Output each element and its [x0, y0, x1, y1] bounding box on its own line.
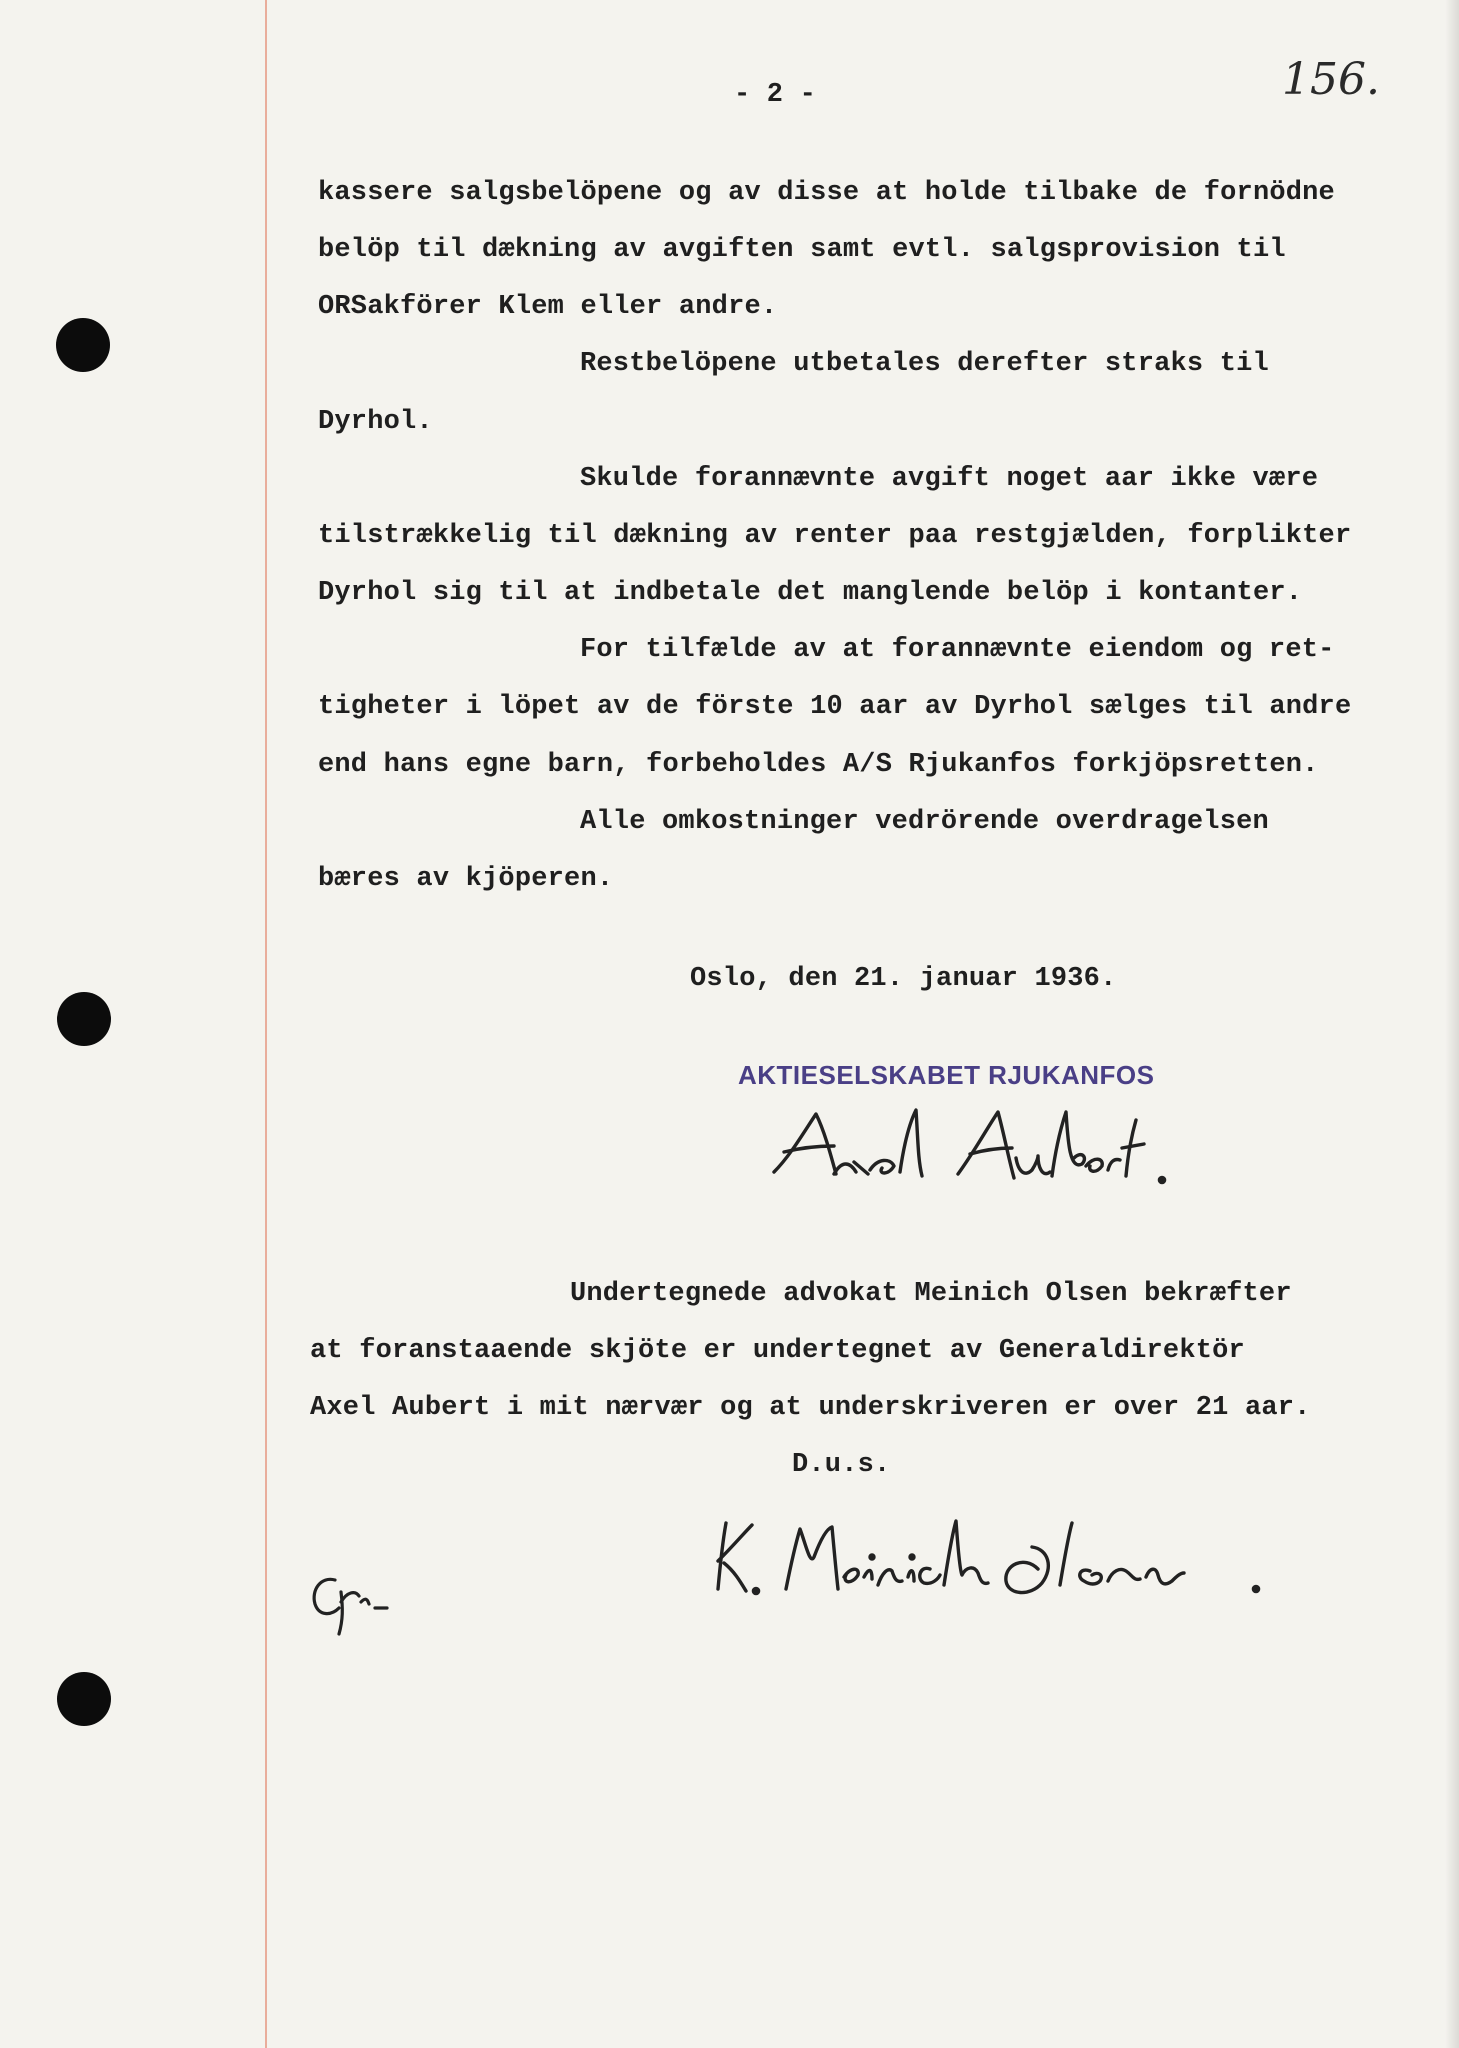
certification-line: Undertegnede advokat Meinich Olsen bekræfter [570, 1279, 1292, 1309]
signature-meinich-olsen [712, 1505, 1272, 1610]
body-line: Skulde forannævnte avgift noget aar ikke være [580, 464, 1319, 494]
signature-aubert-graphic [770, 1100, 1170, 1190]
archive-number: 156. [1282, 54, 1380, 105]
body-line: For tilfælde av at forannævnte eiendom og ret- [580, 635, 1335, 665]
body-line: belöp til dækning av avgiften samt evtl. salgsprovision til [318, 235, 1286, 265]
punch-hole [57, 992, 111, 1046]
company-stamp: AKTIESELSKABET RJUKANFOS [738, 1060, 1155, 1090]
initials-graphic [305, 1568, 395, 1638]
closing-abbreviation: D.u.s. [792, 1450, 891, 1480]
body-line: tigheter i löpet av de förste 10 aar av Dyrhol sælges til andre [318, 692, 1352, 722]
body-line: Dyrhol. [318, 407, 433, 437]
signature-axel-aubert [770, 1100, 1170, 1195]
punch-hole [57, 1672, 111, 1726]
body-line: bæres av kjöperen. [318, 864, 614, 894]
body-line: Dyrhol sig til at indbetale det manglende belöp i kontanter. [318, 578, 1303, 608]
certification-line: Axel Aubert i mit nærvær og at underskriveren er over 21 aar. [310, 1393, 1311, 1423]
signature-olsen-graphic [712, 1505, 1272, 1605]
punch-hole [56, 318, 110, 372]
body-line: end hans egne barn, forbeholdes A/S Rjukanfos forkjöpsretten. [318, 750, 1319, 780]
body-line: Alle omkostninger vedrörende overdragelsen [580, 807, 1269, 837]
body-line: ORSakförer Klem eller andre. [318, 292, 778, 322]
handwritten-initials [305, 1568, 395, 1643]
body-line: kassere salgsbelöpene og av disse at holde tilbake de fornödne [318, 178, 1335, 208]
body-line: Restbelöpene utbetales derefter straks til [580, 349, 1269, 379]
page-number: - 2 - [734, 80, 817, 110]
page-edge-shadow [1445, 0, 1459, 2048]
body-line: tilstrækkelig til dækning av renter paa restgjælden, forplikter [318, 521, 1352, 551]
margin-rule [265, 0, 267, 2048]
date-line: Oslo, den 21. januar 1936. [690, 964, 1117, 994]
certification-line: at foranstaaende skjöte er undertegnet av Generaldirektör [310, 1336, 1245, 1366]
